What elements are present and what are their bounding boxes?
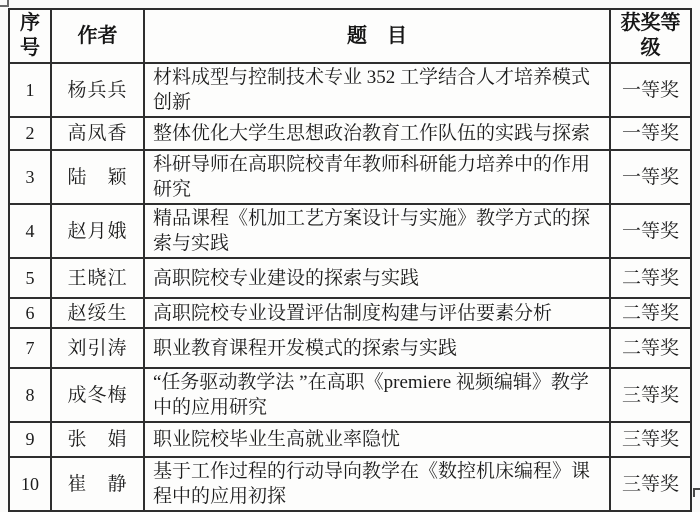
cell-award: 一等奖 [610, 63, 691, 117]
cell-title: 高职院校专业建设的探索与实践 [144, 258, 610, 298]
cell-title: 职业院校毕业生高就业率隐忧 [144, 422, 610, 457]
cell-award: 一等奖 [610, 150, 691, 204]
table-row [9, 422, 691, 457]
table-row [9, 328, 691, 368]
cell-number: 10 [9, 457, 51, 511]
cell-award: 一等奖 [610, 117, 691, 150]
cell-author: 杨兵兵 [51, 63, 144, 117]
header-award-level: 获奖等级 [610, 9, 691, 63]
cell-number: 7 [9, 328, 51, 368]
cell-author: 张 娟 [51, 422, 144, 457]
cell-title: 科研导师在高职院校青年教师科研能力培养中的作用研究 [144, 150, 610, 204]
header-title: 题 目 [144, 9, 610, 63]
cell-number: 4 [9, 204, 51, 258]
cell-number: 8 [9, 368, 51, 422]
cell-number: 5 [9, 258, 51, 298]
cell-author: 赵绥生 [51, 298, 144, 328]
cell-award: 二等奖 [610, 328, 691, 368]
cell-award: 一等奖 [610, 204, 691, 258]
cell-number: 2 [9, 117, 51, 150]
cell-author: 崔 静 [51, 457, 144, 511]
cell-title: “任务驱动教学法 ”在高职《premiere 视频编辑》教学中的应用研究 [144, 368, 610, 422]
table-row [9, 117, 691, 150]
cell-author: 刘引涛 [51, 328, 144, 368]
scan-artifact-bottom-right [693, 488, 700, 497]
header-author: 作者 [51, 9, 144, 63]
scan-artifact-top-left [0, 0, 9, 7]
cell-title: 职业教育课程开发模式的探索与实践 [144, 328, 610, 368]
table-row [9, 63, 691, 117]
header-number: 序号 [9, 9, 51, 63]
cell-award: 三等奖 [610, 457, 691, 511]
cell-author: 成冬梅 [51, 368, 144, 422]
cell-title: 材料成型与控制技术专业 352 工学结合人才培养模式创新 [144, 63, 610, 117]
cell-number: 1 [9, 63, 51, 117]
table-row [9, 204, 691, 258]
table-row [9, 457, 691, 511]
cell-title: 精品课程《机加工艺方案设计与实施》教学方式的探索与实践 [144, 204, 610, 258]
awards-table [8, 8, 692, 512]
cell-author: 王晓江 [51, 258, 144, 298]
table-row [9, 298, 691, 328]
table-row [9, 150, 691, 204]
cell-award: 二等奖 [610, 298, 691, 328]
cell-award: 三等奖 [610, 422, 691, 457]
table-header-row [9, 9, 691, 63]
cell-number: 3 [9, 150, 51, 204]
cell-title: 高职院校专业设置评估制度构建与评估要素分析 [144, 298, 610, 328]
table-row [9, 258, 691, 298]
cell-author: 赵月娥 [51, 204, 144, 258]
cell-author: 高凤香 [51, 117, 144, 150]
cell-number: 6 [9, 298, 51, 328]
cell-author: 陆 颖 [51, 150, 144, 204]
cell-title: 基于工作过程的行动导向教学在《数控机床编程》课程中的应用初探 [144, 457, 610, 511]
cell-title: 整体优化大学生思想政治教育工作队伍的实践与探索 [144, 117, 610, 150]
cell-award: 二等奖 [610, 258, 691, 298]
cell-number: 9 [9, 422, 51, 457]
table-row [9, 368, 691, 422]
cell-award: 三等奖 [610, 368, 691, 422]
